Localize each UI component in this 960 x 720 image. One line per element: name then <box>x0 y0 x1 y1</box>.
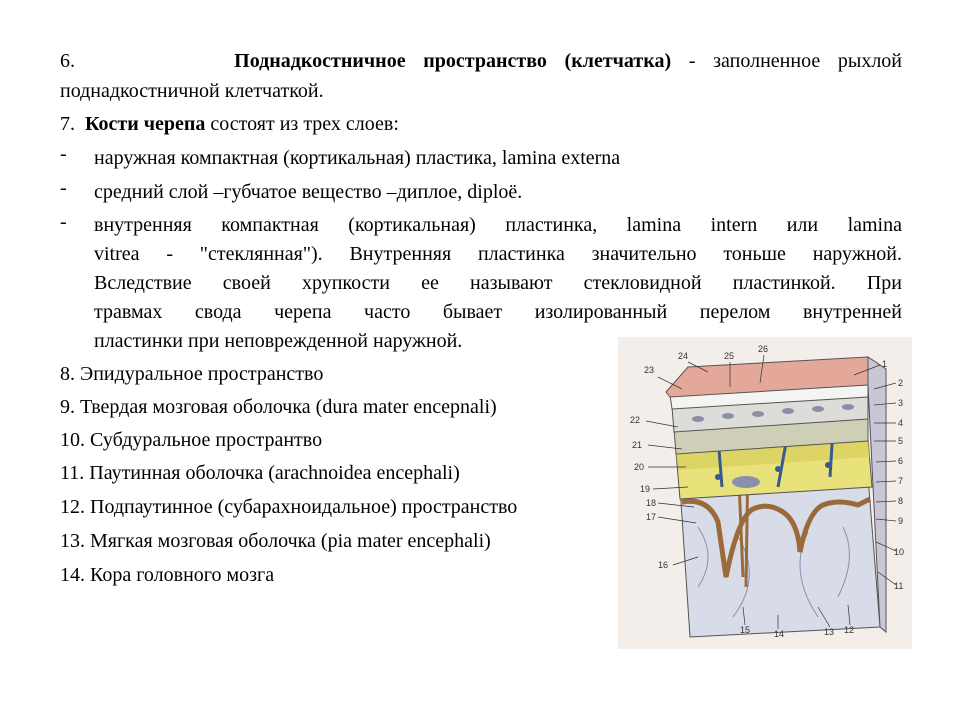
label-6: 6 <box>898 456 904 466</box>
label-4: 4 <box>898 418 904 428</box>
bullet-dash: - <box>60 143 67 165</box>
label-14: 14 <box>774 629 785 639</box>
list-item: 14. Кора головного мозга <box>60 564 275 586</box>
item-6-line-2: поднадкостничной клетчаткой. <box>60 80 324 102</box>
skull-layers-figure <box>618 337 912 649</box>
bullet-line: пластинки при неповрежденной наружной. <box>94 330 463 352</box>
item-6-number: 6. <box>60 50 75 72</box>
bullet-line: средний слой –губчатое вещество –диплое, diploë. <box>94 181 523 203</box>
bullet-item <box>94 211 902 356</box>
label-19: 19 <box>640 484 651 494</box>
label-3: 3 <box>898 398 904 408</box>
label-7: 7 <box>898 476 904 486</box>
item-6-rest: - заполненное рыхлой <box>688 50 903 72</box>
item-6-term: Поднадкостничное пространство (клетчатка) <box>234 50 672 72</box>
label-8: 8 <box>898 496 904 506</box>
list-item: 12. Подпаутинное (субарахноидальное) пространство <box>60 496 518 518</box>
label-20: 20 <box>634 462 645 472</box>
bullet-item <box>94 144 902 173</box>
label-26: 26 <box>758 344 769 354</box>
item-7-rest: состоят из трех слоев: <box>210 113 399 135</box>
label-25: 25 <box>724 351 735 361</box>
label-5: 5 <box>898 436 904 446</box>
skull-layers-illustration <box>618 337 912 649</box>
bullet-line: наружная компактная (кортикальная) пластика, lamina externa <box>94 147 621 169</box>
label-22: 22 <box>630 415 641 425</box>
list-item: 9. Твердая мозговая оболочка (dura mater encepnali) <box>60 396 497 418</box>
label-10: 10 <box>894 547 905 557</box>
item-7-number: 7. <box>60 113 75 135</box>
list-item: 8. Эпидуральное пространство <box>60 363 324 385</box>
label-23: 23 <box>644 365 655 375</box>
list-item: 10. Субдуральное пространтво <box>60 429 323 451</box>
bullet-line: vitrea - "стеклянная"). Внутренняя пластинка значительно тоньше наружной. <box>94 243 902 265</box>
label-1: 1 <box>882 359 888 369</box>
label-18: 18 <box>646 498 657 508</box>
bullet-dash: - <box>60 177 67 199</box>
bullet-line: Вследствие своей хрупкости ее называют стекловидной пластинкой. При <box>94 272 902 294</box>
label-21: 21 <box>632 440 643 450</box>
item-7 <box>60 110 399 139</box>
bullet-line: травмах свода черепа часто бывает изолированный перелом внутренней <box>94 301 902 323</box>
label-17: 17 <box>646 512 657 522</box>
item-6-line-1 <box>60 47 902 76</box>
bullet-item <box>94 178 902 207</box>
label-16: 16 <box>658 560 669 570</box>
label-2: 2 <box>898 378 904 388</box>
bullet-line: внутренняя компактная (кортикальная) пластинка, lamina intern или lamina <box>94 214 902 236</box>
label-12: 12 <box>844 625 855 635</box>
list-item: 11. Паутинная оболочка (arachnoidea encephali) <box>60 462 460 484</box>
label-9: 9 <box>898 516 904 526</box>
label-13: 13 <box>824 627 835 637</box>
list-item: 13. Мягкая мозговая оболочка (pia mater encephali) <box>60 530 491 552</box>
label-24: 24 <box>678 351 689 361</box>
label-15: 15 <box>740 625 751 635</box>
bullet-dash: - <box>60 211 67 233</box>
item-7-term: Кости черепа <box>85 113 206 135</box>
label-11: 11 <box>894 581 904 591</box>
